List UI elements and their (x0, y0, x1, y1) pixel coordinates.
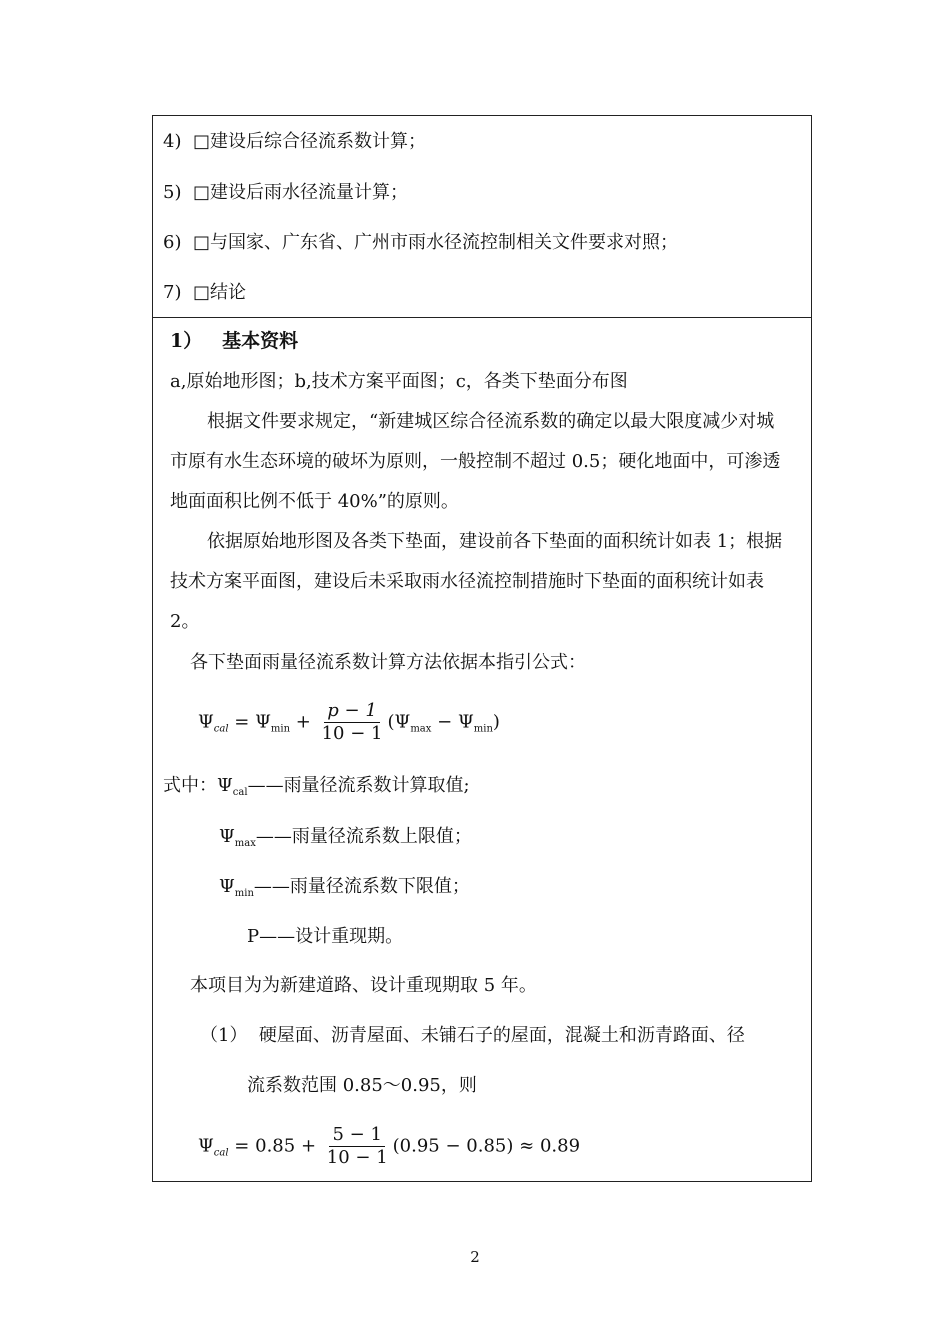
para1-line: 根据文件要求规定，“新建城区综合径流系数的确定以最大限度减少对城 (207, 411, 775, 432)
section-title: 基本资料 (222, 330, 299, 352)
definition-line: $\Psi_{min}——$雨量径流系数下限值； (219, 876, 470, 899)
runoff-formula: $\Psi_{cal} = \Psi_{min}$ + $\frac{p - 1}{10 - 1}$ $(\Psi_{max} - \Psi_{min})$ (198, 700, 500, 744)
definition-line: $\Psi_{max}——$雨量径流系数上限值； (219, 826, 472, 849)
section-heading (170, 329, 298, 353)
toc-number: 6) (163, 232, 182, 253)
section-number: 1） (170, 330, 203, 352)
toc-row (163, 231, 678, 255)
page-number: 2 (470, 1248, 480, 1266)
toc-number: 5) (163, 182, 182, 203)
content-frame (152, 115, 812, 1182)
toc-number: 7) (163, 282, 182, 303)
fraction: $\frac{5 - 1}{10 - 1}$ (326, 1124, 388, 1168)
item-1-line1: （1） 硬屋面、沥青屋面、未铺石子的屋面，混凝土和沥青路面、径 (200, 1025, 745, 1046)
item-1-formula: $\Psi_{cal} = 0.85$ + $\frac{5 - 1}{10 - 1}$ (0.95 − 0.85) ≈ 0.89 (198, 1124, 581, 1168)
toc-row (163, 281, 246, 305)
toc-row (163, 130, 426, 154)
para2-line: 技术方案平面图，建设后未采取雨水径流控制措施时下垫面的面积统计如表 (170, 571, 764, 592)
toc-text: □结论 (192, 282, 246, 303)
formula-intro: 各下垫面雨量径流系数计算方法依据本指引公式： (190, 652, 586, 673)
para2-line: 2。 (170, 611, 200, 632)
item-1-line2: 流系数范围 0.85～0.95，则 (247, 1075, 477, 1096)
materials-line: a,原始地形图；b,技术方案平面图；c，各类下垫面分布图 (170, 371, 628, 392)
definition-line: P——设计重现期。 (247, 926, 404, 947)
toc-text: □建设后雨水径流量计算； (192, 182, 408, 203)
para2-line: 依据原始地形图及各类下垫面，建设前各下垫面的面积统计如表 1；根据 (207, 531, 783, 552)
fraction: $\frac{p - 1}{10 - 1}$ (321, 700, 383, 744)
toc-text: □与国家、广东省、广州市雨水径流控制相关文件要求对照； (192, 232, 678, 253)
toc-text: □建设后综合径流系数计算； (192, 131, 426, 152)
para1-line: 市原有水生态环境的破坏为原则，一般控制不超过 0.5；硬化地面中，可渗透 (170, 451, 781, 472)
toc-number: 4) (163, 131, 182, 152)
period-line: 本项目为为新建道路、设计重现期取 5 年。 (190, 975, 537, 996)
para1-line: 地面面积比例不低于 40%”的原则。 (170, 491, 459, 512)
toc-row (163, 181, 408, 205)
section-divider (153, 317, 811, 318)
definition-line: 式中：$\Psi_{cal}——$雨量径流系数计算取值; (163, 775, 470, 798)
